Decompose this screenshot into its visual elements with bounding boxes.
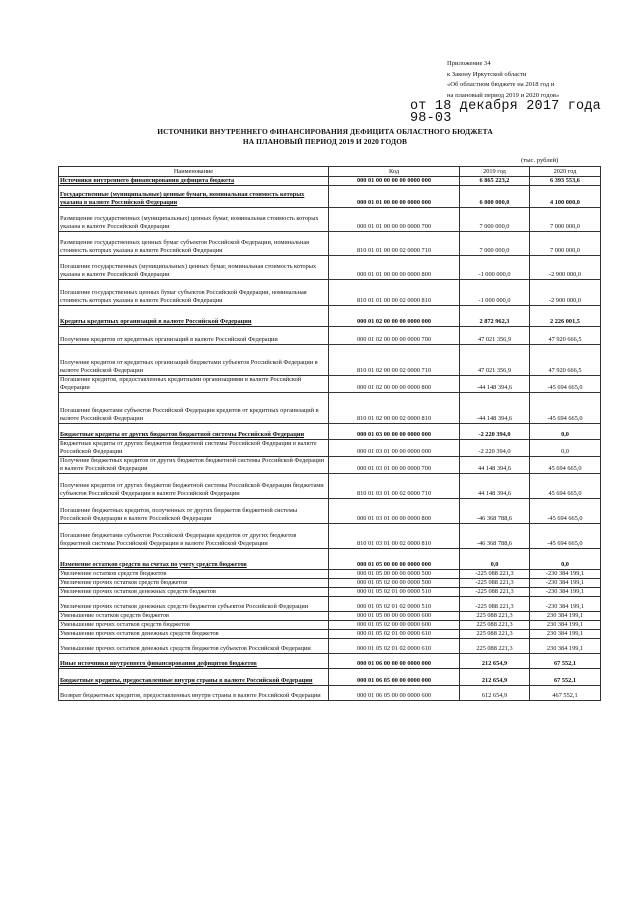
row-value-2019: -46 368 788,6 — [460, 498, 530, 523]
table-row — [59, 620, 601, 629]
table-row — [59, 392, 601, 423]
row-code: 810 01 03 01 00 02 0000 710 — [329, 473, 460, 498]
row-code: 000 01 01 00 00 00 0000 000 — [329, 186, 460, 208]
header-code: Код — [329, 167, 460, 177]
row-code: 810 01 03 01 00 02 0000 810 — [329, 523, 460, 548]
row-value-2019: -225 088 221,3 — [460, 569, 530, 578]
row-value-2019: 212 654,9 — [460, 653, 530, 668]
row-value-2020: 45 694 665,0 — [530, 473, 601, 498]
row-value-2019: -44 148 394,6 — [460, 376, 530, 393]
document-subtitle: НА ПЛАНОВЫЙ ПЕРИОД 2019 И 2020 ГОДОВ — [242, 137, 408, 146]
row-code: 810 01 01 00 00 02 0000 810 — [329, 280, 460, 306]
row-code: 810 01 01 00 00 02 0000 710 — [329, 232, 460, 256]
row-value-2019: -225 088 221,3 — [460, 578, 530, 587]
row-value-2019: 2 872 962,3 — [460, 306, 530, 327]
appendix-line: «Об областном бюджете на 2018 год и — [447, 81, 555, 89]
row-value-2020: -45 694 665,0 — [530, 392, 601, 423]
row-name: Увеличение прочих остатков денежных средств бюджетов — [59, 587, 329, 596]
row-value-2019: 44 148 394,6 — [460, 456, 530, 473]
row-code: 000 01 05 02 01 02 0000 610 — [329, 638, 460, 653]
appendix-line: на плановый период 2019 и 2020 годов» — [447, 91, 560, 99]
table-row — [59, 638, 601, 653]
row-name: Погашение кредитов, предоставленных кредитными организациями в валюте Российской Федерации — [59, 376, 329, 393]
table-row — [59, 256, 601, 280]
row-code: 000 01 05 02 00 00 0000 500 — [329, 578, 460, 587]
row-value-2020: 47 920 666,5 — [530, 345, 601, 376]
table-row — [59, 668, 601, 685]
table-row — [59, 456, 601, 473]
row-value-2019: -225 088 221,3 — [460, 596, 530, 611]
row-value-2019: 612 654,9 — [460, 685, 530, 700]
table-row — [59, 523, 601, 548]
row-name: Погашение государственных ценных бумаг субъектов Российской Федерации, номинальная стоимость которых указана в валюте Российской Федерации — [59, 280, 329, 306]
row-value-2019: 47 021 356,9 — [460, 345, 530, 376]
row-value-2020: -45 694 665,0 — [530, 376, 601, 393]
row-name: Государственные (муниципальные) ценные бумаги, номинальная стоимость которых указана в валюте Российской Федерации — [59, 186, 329, 208]
row-name: Размещение государственных ценных бумаг субъектов Российской Федерации, номинальная стоимость которых указана в валюте Российской Федерации — [59, 232, 329, 256]
row-value-2019: 225 088 221,3 — [460, 629, 530, 638]
row-name: Уменьшение прочих остатков денежных средств бюджетов субъектов Российской Федерации — [59, 638, 329, 653]
row-code: 810 01 02 00 00 02 0000 810 — [329, 392, 460, 423]
row-value-2020: 7 000 000,0 — [530, 208, 601, 232]
table-header-row — [59, 167, 601, 177]
row-value-2020: 45 694 665,0 — [530, 456, 601, 473]
row-value-2019: -1 000 000,0 — [460, 280, 530, 306]
row-value-2020: -2 900 000,0 — [530, 280, 601, 306]
row-value-2019: -225 088 221,3 — [460, 587, 530, 596]
row-code: 000 01 06 05 00 00 0000 600 — [329, 685, 460, 700]
row-code: 000 01 03 00 00 00 0000 000 — [329, 423, 460, 439]
row-name: Источники внутреннего финансирования дефицита бюджета — [59, 177, 329, 186]
row-value-2020: -230 384 199,1 — [530, 596, 601, 611]
row-value-2020: 230 384 199,1 — [530, 629, 601, 638]
table-row — [59, 548, 601, 569]
table-row — [59, 653, 601, 668]
row-name: Возврат бюджетных кредитов, предоставленных внутри страны в валюте Российской Федерации — [59, 685, 329, 700]
row-value-2020: 0,0 — [530, 548, 601, 569]
row-code: 000 01 03 01 00 00 0000 800 — [329, 498, 460, 523]
row-value-2020: 47 920 666,5 — [530, 327, 601, 345]
units-label: (тыс. рублей) — [521, 157, 559, 164]
row-value-2019: 7 000 000,0 — [460, 208, 530, 232]
row-value-2019: 6 865 223,2 — [460, 177, 530, 186]
row-value-2020: 230 384 199,1 — [530, 638, 601, 653]
row-name: Увеличение остатков средств бюджетов — [59, 569, 329, 578]
row-code: 000 01 00 00 00 00 0000 000 — [329, 177, 460, 186]
row-value-2019: 0,0 — [460, 548, 530, 569]
row-value-2019: 225 088 221,3 — [460, 611, 530, 620]
row-value-2020: -45 694 665,0 — [530, 523, 601, 548]
row-value-2020: -230 384 199,1 — [530, 587, 601, 596]
table-row — [59, 587, 601, 596]
table-row — [59, 327, 601, 345]
row-name: Погашение бюджетами субъектов Российской Федерации кредитов от кредитных организаций в валюте Российской Федерации — [59, 392, 329, 423]
stamp-number: 98-03 — [410, 111, 452, 126]
row-value-2019: -2 220 394,0 — [460, 439, 530, 456]
table-row — [59, 578, 601, 587]
table-row — [59, 611, 601, 620]
table-row — [59, 280, 601, 306]
row-value-2020: -2 900 000,0 — [530, 256, 601, 280]
appendix-block — [447, 59, 632, 101]
row-value-2020: 4 100 000,0 — [530, 186, 601, 208]
table-row — [59, 232, 601, 256]
table-row — [59, 186, 601, 208]
row-value-2020: 7 000 000,0 — [530, 232, 601, 256]
row-code: 000 01 05 02 00 00 0000 600 — [329, 620, 460, 629]
row-value-2019: -2 220 394,0 — [460, 423, 530, 439]
row-value-2020: 6 393 553,6 — [530, 177, 601, 186]
row-name: Уменьшение прочих остатков средств бюджетов — [59, 620, 329, 629]
row-code: 810 01 02 00 00 02 0000 710 — [329, 345, 460, 376]
row-value-2020: 2 226 001,5 — [530, 306, 601, 327]
row-code: 000 01 05 02 01 02 0000 510 — [329, 596, 460, 611]
appendix-line: к Закону Иркутской области — [447, 70, 527, 78]
row-value-2020: 467 552,1 — [530, 685, 601, 700]
table-row — [59, 306, 601, 327]
row-name: Кредиты кредитных организаций в валюте Российской Федерации — [59, 306, 329, 327]
row-value-2019: -46 368 788,6 — [460, 523, 530, 548]
row-value-2020: 230 384 199,1 — [530, 611, 601, 620]
row-code: 000 01 05 02 01 00 0000 610 — [329, 629, 460, 638]
row-name: Получение кредитов от кредитных организаций в валюте Российской Федерации — [59, 327, 329, 345]
row-value-2020: 67 552,1 — [530, 653, 601, 668]
date-stamp — [410, 101, 601, 125]
row-name: Иные источники внутреннего финансирования дефицитов бюджетов — [59, 653, 329, 668]
table-row — [59, 345, 601, 376]
row-value-2019: 225 088 221,3 — [460, 638, 530, 653]
document-title: ИСТОЧНИКИ ВНУТРЕННЕГО ФИНАНСИРОВАНИЯ ДЕФИЦИТА ОБЛАСТНОГО БЮДЖЕТА — [157, 127, 493, 136]
table-row — [59, 685, 601, 700]
table-row — [59, 208, 601, 232]
row-code: 000 01 06 00 00 00 0000 000 — [329, 653, 460, 668]
row-code: 000 01 05 00 00 00 0000 500 — [329, 569, 460, 578]
row-value-2019: 44 148 394,6 — [460, 473, 530, 498]
table-row — [59, 596, 601, 611]
row-code: 000 01 01 00 00 00 0000 700 — [329, 208, 460, 232]
table-row — [59, 629, 601, 638]
row-name: Размещение государственных (муниципальных) ценных бумаг, номинальная стоимость которых указана в валюте Российской Федерации — [59, 208, 329, 232]
table-row — [59, 439, 601, 456]
row-value-2019: 212 654,9 — [460, 668, 530, 685]
row-name: Увеличение прочих остатков денежных средств бюджетов субъектов Российской Федерации — [59, 596, 329, 611]
row-code: 000 01 01 00 00 00 0000 800 — [329, 256, 460, 280]
financing-table — [58, 166, 601, 701]
table-row — [59, 177, 601, 186]
row-name: Погашение государственных (муниципальных) ценных бумаг, номинальная стоимость которых указана в валюте Российской Федерации — [59, 256, 329, 280]
row-value-2019: 6 000 000,0 — [460, 186, 530, 208]
row-code: 000 01 02 00 00 00 0000 800 — [329, 376, 460, 393]
row-value-2019: 225 088 221,3 — [460, 620, 530, 629]
table-row — [59, 423, 601, 439]
row-code: 000 01 06 05 00 00 0000 000 — [329, 668, 460, 685]
row-value-2020: -45 694 665,0 — [530, 498, 601, 523]
row-code: 000 01 05 02 01 00 0000 510 — [329, 587, 460, 596]
row-name: Бюджетные кредиты от других бюджетов бюджетной системы Российской Федерации в валюте Российской Федерации — [59, 439, 329, 456]
row-value-2019: 7 000 000,0 — [460, 232, 530, 256]
row-name: Получение кредитов от других бюджетов бюджетной системы Российской Федерации бюджетами субъектов Российской Федерации в валюте Российской Федерации — [59, 473, 329, 498]
header-2019: 2019 год — [460, 167, 530, 177]
row-name: Изменение остатков средств на счетах по учету средств бюджетов — [59, 548, 329, 569]
row-code: 000 01 05 00 00 00 0000 600 — [329, 611, 460, 620]
table-row — [59, 498, 601, 523]
row-value-2020: 0,0 — [530, 439, 601, 456]
row-value-2019: -44 148 394,6 — [460, 392, 530, 423]
row-name: Бюджетные кредиты от других бюджетов бюджетной системы Российской Федерации — [59, 423, 329, 439]
row-name: Получение бюджетных кредитов от других бюджетов бюджетной системы Российской Федерации в валюте Российской Федерации — [59, 456, 329, 473]
row-value-2020: 67 552,1 — [530, 668, 601, 685]
row-code: 000 01 02 00 00 00 0000 700 — [329, 327, 460, 345]
row-value-2020: 230 384 199,1 — [530, 620, 601, 629]
row-name: Уменьшение прочих остатков денежных средств бюджетов — [59, 629, 329, 638]
row-name: Погашение бюджетами субъектов Российской Федерации кредитов от других бюджетов бюджетной системы Российской Федерации в валюте Российской Федерации — [59, 523, 329, 548]
table-row — [59, 376, 601, 393]
appendix-line: Приложение 34 — [447, 60, 491, 67]
row-code: 000 01 02 00 00 00 0000 000 — [329, 306, 460, 327]
row-code: 000 01 03 01 00 00 0000 700 — [329, 456, 460, 473]
table-row — [59, 473, 601, 498]
row-code: 000 01 05 00 00 00 0000 000 — [329, 548, 460, 569]
row-name: Уменьшение остатков средств бюджетов — [59, 611, 329, 620]
row-name: Увеличение прочих остатков средств бюджетов — [59, 578, 329, 587]
table-row — [59, 569, 601, 578]
row-name: Погашение бюджетных кредитов, полученных от других бюджетов бюджетной системы Российской Федерации в валюте Российской Федерации — [59, 498, 329, 523]
row-value-2019: 47 021 356,9 — [460, 327, 530, 345]
header-name: Наименование — [59, 167, 329, 177]
header-2020: 2020 год — [530, 167, 601, 177]
row-code: 000 01 03 01 00 00 0000 000 — [329, 439, 460, 456]
row-name: Бюджетные кредиты, предоставленные внутри страны в валюте Российской Федерации — [59, 668, 329, 685]
row-name: Получение кредитов от кредитных организаций бюджетами субъектов Российской Федерации в валюте Российской Федерации — [59, 345, 329, 376]
row-value-2020: -230 384 199,1 — [530, 578, 601, 587]
row-value-2020: -230 384 199,1 — [530, 569, 601, 578]
table-body — [59, 177, 601, 701]
row-value-2020: 0,0 — [530, 423, 601, 439]
row-value-2019: -1 000 000,0 — [460, 256, 530, 280]
stamp-date: от 18 декабря 2017 года — [410, 99, 601, 114]
